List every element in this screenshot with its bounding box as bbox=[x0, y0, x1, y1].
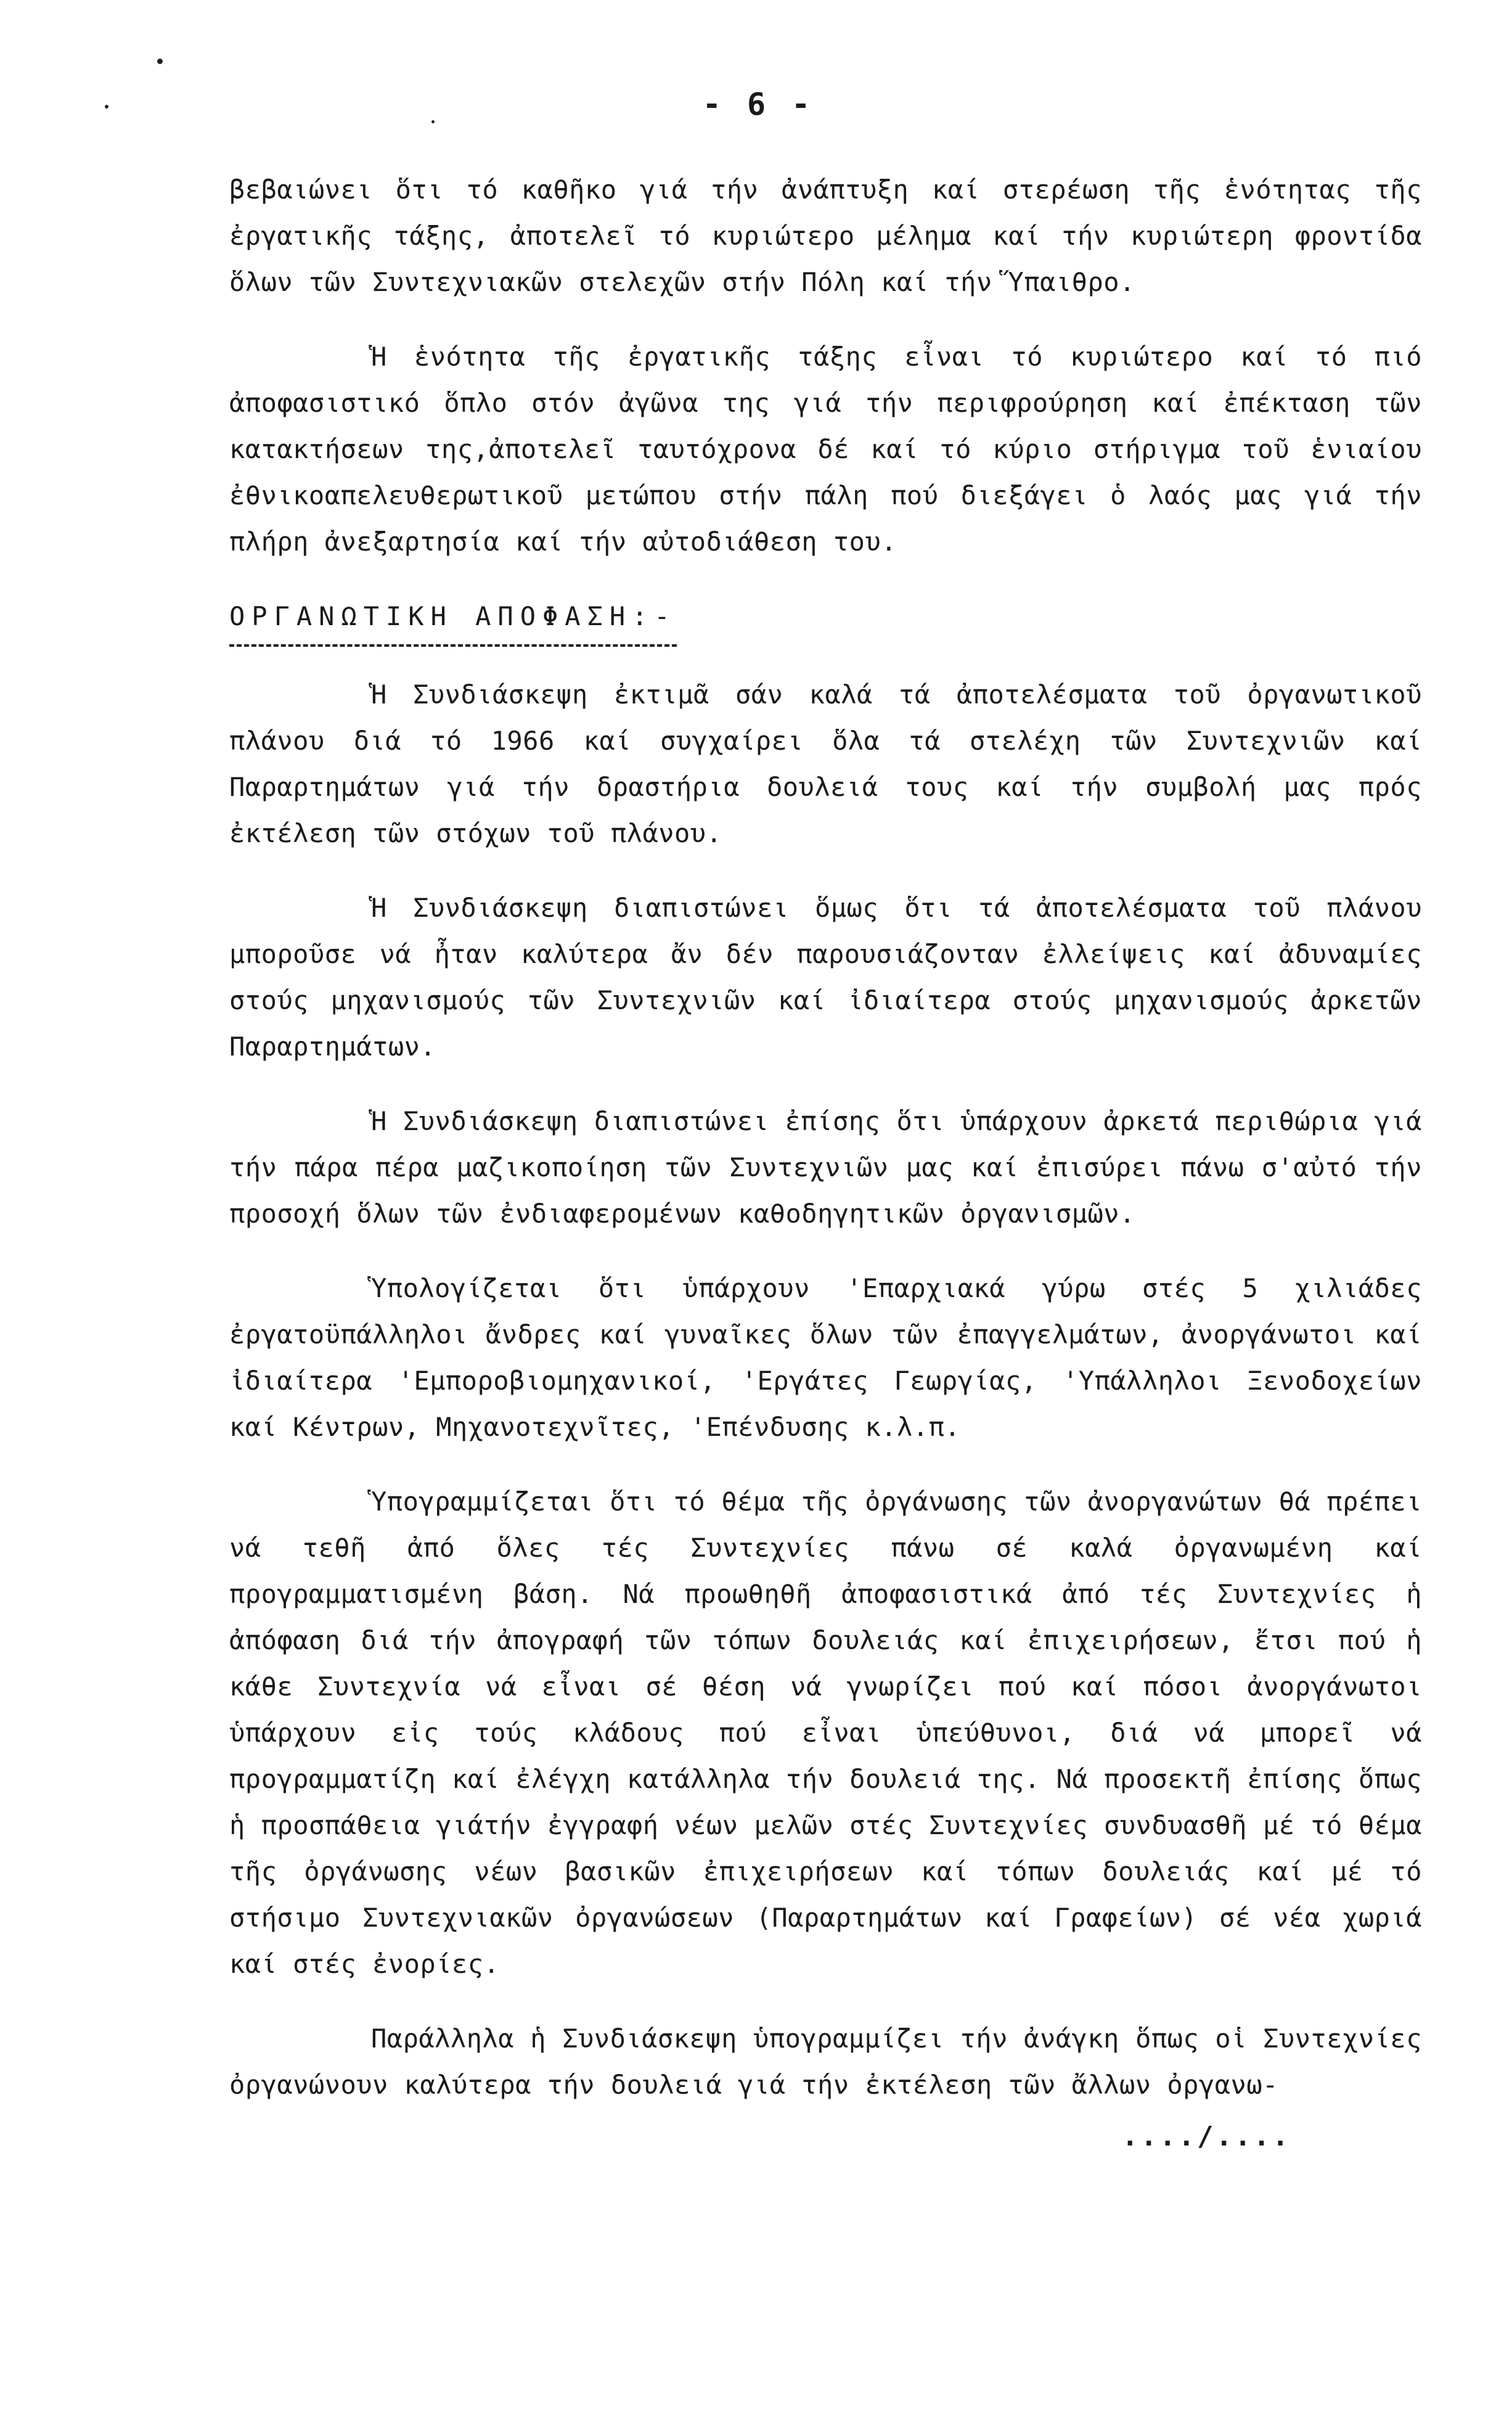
paragraph-unity: Ἡ ἑνότητα τῆς ἐργατικῆς τάξης εἶναι τό κυριώτερο καί τό πιό ἀποφασιστικό ὅπλο στόν ἀγῶνα της γιά τήν περιφρούρηση καί ἐπέκταση τῶν κατακτήσεων της,ἀποτελεῖ ταυτόχρονα δέ καί τό κύριο στήριγμα τοῦ ἑνιαίου ἐθνικοαπελευθερωτικοῦ μετώπου στήν πάλη πού διεξάγει ὁ λαός μας γιά τήν πλήρη ἀνεξαρτησία καί τήν αὐτοδιάθεση του. bbox=[229, 342, 1422, 557]
paragraph-organization: Ὑπογραμμίζεται ὅτι τό θέμα τῆς ὀργάνωσης τῶν ἀνοργανώτων θά πρέπει νά τεθῆ ἀπό ὅλες τές Συντεχνίες πάνω σέ καλά ὀργανωμένη καί προγραμματισμένη βάση. Νά προωθηθῆ ἀποφασιστικά ἀπό τές Συντεχνίες ἡ ἀπόφαση διά τήν ἀπογραφή τῶν τόπων δουλειάς καί ἐπιχειρήσεων, ἔτσι πού ἡ κάθε Συντεχνία νά εἶναι σέ θέση νά γνωρίζει πού καί πόσοι ἀνοργάνωτοι ὑπάρχουν εἰς τούς κλάδους πού εἶναι ὑπεύθυνοι, διά νά μπορεῖ νά προγραμματίζη καί ἐλέγχη κατάλληλα τήν δουλειά της. Νά προσεκτῆ ἐπίσης ὅπως ἡ προσπάθεια γιάτήν ἐγγραφή νέων μελῶν στές Συντεχνίες συνδυασθῆ μέ τό θέμα τῆς ὀργάνωσης νέων βασικῶν ἐπιχειρήσεων καί τόπων δουλειάς καί μέ τό στήσιμο Συντεχνιακῶν ὀργανώσεων (Παραρτημάτων καί Γραφείων) σέ νέα χωριά καί στές ἐνορίες. bbox=[229, 1486, 1422, 1979]
paragraph-estimate: Ὑπολογίζεται ὅτι ὑπάρχουν 'Επαρχιακά γύρω στές 5 χιλιάδες ἐργατοϋπάλληλοι ἄνδρες καί γυναῖκες ὅλων τῶν ἐπαγγελμάτων, ἀνοργάνωτοι καί ἰδιαίτερα 'Εμποροβιομηχανικοί, 'Εργάτες Γεωργίας, 'Υπάλληλοι Ξενοδοχείων καί Κέντρων, Μηχανοτεχνῖτες, 'Επένδυσης κ.λ.π. bbox=[229, 1273, 1422, 1442]
scan-speck bbox=[431, 120, 435, 123]
continuation-mark: ..../.... bbox=[1122, 2121, 1291, 2152]
paragraph-continued: βεβαιώνει ὅτι τό καθῆκο γιά τήν ἀνάπτυξη καί στερέωση τῆς ἑνότητας τῆς ἐργατικῆς τάξης, ἀποτελεῖ τό κυριώτερο μέλημα καί τήν κυριώτερη φροντίδα ὅλων τῶν Συντεχνιακῶν στελεχῶν στήν Πόλη καί τήν Ὕπαιθρο. bbox=[229, 174, 1422, 297]
paragraph-assessment: Ἡ Συνδιάσκεψη ἐκτιμᾶ σάν καλά τά ἀποτελέσματα τοῦ ὀργανωτικοῦ πλάνου διά τό 1966 καί συγχαίρει ὅλα τά στελέχη τῶν Συντεχνιῶν καί Παραρτημάτων γιά τήν δραστήρια δουλειά τους καί τήν συμβολή μας πρός ἐκτέλεση τῶν στόχων τοῦ πλάνου. bbox=[229, 679, 1422, 848]
paragraph-margins: Ἡ Συνδιάσκεψη διαπιστώνει ἐπίσης ὅτι ὑπάρχουν ἀρκετά περιθώρια γιά τήν πάρα πέρα μαζικοποίηση τῶν Συντεχνιῶν μας καί ἐπισύρει πάνω σ'αὐτό τήν προσοχή ὅλων τῶν ἐνδιαφερομένων καθοδηγητικῶν ὀργανισμῶν. bbox=[229, 1106, 1422, 1229]
document-body bbox=[229, 166, 1422, 2136]
page-number: - 6 - bbox=[702, 86, 814, 122]
paragraph-parallel: Παράλληλα ἡ Συνδιάσκεψη ὑπογραμμίζει τήν ἀνάγκη ὅπως οἱ Συντεχνίες ὀργανώνουν καλύτερα τήν δουλειά γιά τήν ἐκτέλεση τῶν ἄλλων ὀργανω- bbox=[229, 2023, 1422, 2100]
scan-speck bbox=[157, 59, 163, 64]
scan-speck bbox=[105, 105, 108, 109]
section-heading: ΟΡΓΑΝΩΤΙΚΗ ΑΠΟΦΑΣΗ:- bbox=[229, 593, 677, 647]
paragraph-weaknesses: Ἡ Συνδιάσκεψη διαπιστώνει ὅμως ὅτι τά ἀποτελέσματα τοῦ πλάνου μποροῦσε νά ἦταν καλύτερα ἄν δέν παρουσιάζονταν ἐλλείψεις καί ἀδυναμίες στούς μηχανισμούς τῶν Συντεχνιῶν καί ἰδιαίτερα στούς μηχανισμούς ἀρκετῶν Παραρτημάτων. bbox=[229, 893, 1422, 1062]
